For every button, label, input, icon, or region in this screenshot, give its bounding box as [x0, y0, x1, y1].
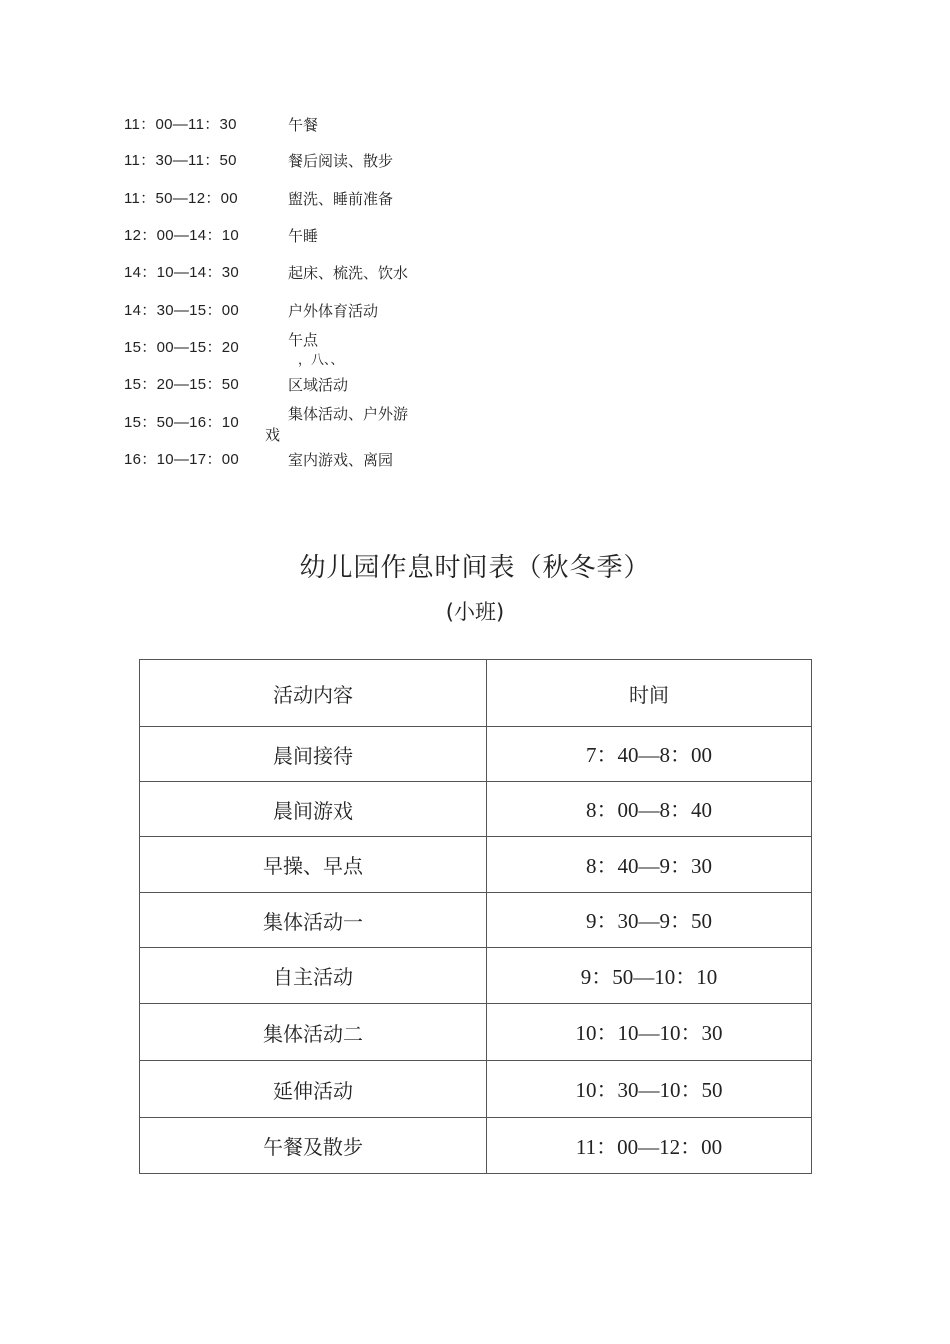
time-cell: 9：30—9：50 — [487, 893, 812, 948]
time-cell: 8：00—8：40 — [487, 782, 812, 837]
schedule-time: 16：10—17：00 — [124, 451, 240, 468]
time-cell: 9：50—10：10 — [487, 948, 812, 1004]
schedule-activity: 午餐 — [288, 116, 319, 134]
schedule-time: 14：30—15：00 — [124, 302, 240, 319]
activity-cell: 早操、早点 — [140, 837, 487, 893]
activity-cell: 晨间游戏 — [140, 782, 487, 837]
schedule-time: 14：10—14：30 — [124, 264, 240, 281]
table-row — [140, 1061, 812, 1118]
schedule-activity: 起床、梳洗、饮水 — [288, 264, 409, 282]
schedule-activity: 区域活动 — [288, 376, 349, 394]
activity-cell: 集体活动二 — [140, 1004, 487, 1061]
table-row — [140, 948, 812, 1004]
schedule-row — [0, 187, 950, 211]
column-header-activity: 活动内容 — [140, 660, 487, 727]
table-row — [140, 782, 812, 837]
schedule-time: 11：30—11：50 — [124, 152, 237, 169]
table-row — [140, 1004, 812, 1061]
time-cell: 8：40—9：30 — [487, 837, 812, 893]
schedule-row — [0, 224, 950, 248]
time-cell: 10：30—10：50 — [487, 1061, 812, 1118]
schedule-time: 15：20—15：50 — [124, 376, 240, 393]
schedule-activity: 餐后阅读、散步 — [288, 152, 394, 170]
table-header-row — [140, 660, 812, 727]
schedule-activity: 集体活动、户外游 — [288, 405, 409, 423]
schedule-activity: 午点 — [288, 331, 319, 349]
schedule-time: 15：50—16：10 — [124, 414, 240, 431]
time-cell: 10：10—10：30 — [487, 1004, 812, 1061]
page-subtitle: (小班) — [445, 600, 505, 624]
schedule-activity: 户外体育活动 — [288, 302, 379, 320]
table-row — [140, 893, 812, 948]
page-title: 幼儿园作息时间表（秋冬季） — [299, 553, 651, 583]
table-row — [140, 1118, 812, 1174]
schedule-row — [0, 331, 950, 368]
schedule-time: 11：00—11：30 — [124, 116, 237, 133]
schedule-row — [0, 448, 950, 472]
activity-cell: 延伸活动 — [140, 1061, 487, 1118]
schedule-activity: 室内游戏、离园 — [288, 451, 394, 469]
table-row — [140, 727, 812, 782]
table-row — [140, 837, 812, 893]
activity-cell: 午餐及散步 — [140, 1118, 487, 1174]
schedule-time: 15：00—15：20 — [124, 339, 240, 356]
schedule-row — [0, 261, 950, 285]
activity-cell: 晨间接待 — [140, 727, 487, 782]
activity-cell: 集体活动一 — [140, 893, 487, 948]
schedule-activity: 盥洗、睡前准备 — [288, 190, 394, 208]
time-cell: 7：40—8：00 — [487, 727, 812, 782]
column-header-time: 时间 — [487, 660, 812, 727]
time-cell: 11：00—12：00 — [487, 1118, 812, 1174]
schedule-row — [0, 373, 950, 397]
schedule-time: 11：50—12：00 — [124, 190, 238, 207]
schedule-time: 12：00—14：10 — [124, 227, 240, 244]
timetable — [139, 659, 812, 1174]
schedule-row — [0, 149, 950, 173]
schedule-activity: 午睡 — [288, 227, 319, 245]
schedule-row — [0, 405, 950, 444]
schedule-row — [0, 113, 950, 137]
schedule-activity-line2: ，八、、 — [298, 353, 344, 368]
schedule-activity-wrap: 戏 — [265, 426, 281, 444]
schedule-row — [0, 299, 950, 323]
activity-cell: 自主活动 — [140, 948, 487, 1004]
